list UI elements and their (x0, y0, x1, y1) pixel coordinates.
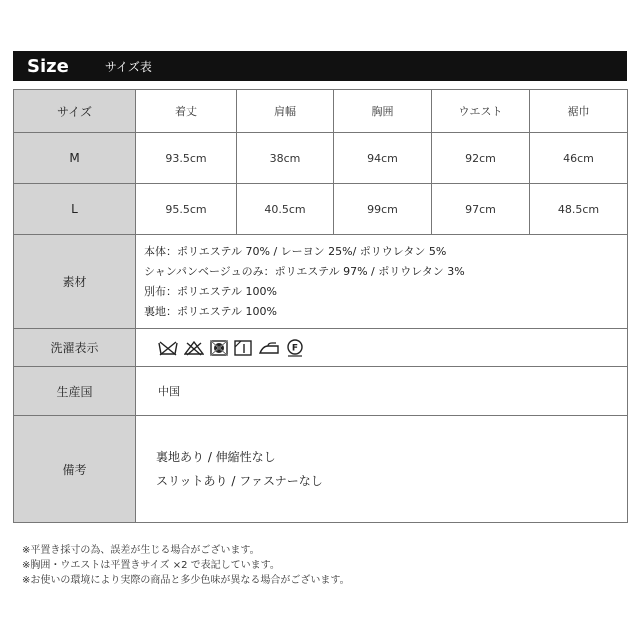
iron-low-icon (258, 340, 280, 356)
remarks-row (14, 416, 628, 523)
material-line: 裏地：ポリエステル 100% (144, 304, 277, 318)
origin-value: 中国 (158, 385, 180, 398)
header-title: Size (27, 55, 69, 77)
size-chart-header (13, 51, 627, 81)
header-subtitle: サイズ表 (104, 59, 152, 74)
cell-value: 99cm (334, 184, 432, 235)
remarks-line: スリットあり / ファスナーなし (156, 474, 323, 488)
material-line: 別布：ポリエステル 100% (144, 284, 277, 298)
cell-value: 94cm (334, 133, 432, 184)
table-row (14, 133, 628, 184)
table-header-row (14, 90, 628, 133)
remarks-line: 裏地あり / 伸縮性なし (156, 450, 276, 464)
size-label-l: L (14, 184, 136, 235)
origin-cell (136, 367, 628, 416)
care-icons-cell (136, 329, 628, 367)
material-line: 本体：ポリエステル 70% / レーヨン 25%/ ポリウレタン 5% (144, 244, 447, 258)
size-table (13, 89, 628, 523)
footnote: ※平置き採寸の為、誤差が生じる場合がございます。 (22, 545, 260, 556)
cell-value: 38cm (237, 133, 334, 184)
cell-value: 93.5cm (136, 133, 237, 184)
remarks-cell (136, 416, 628, 523)
material-line: シャンパンベージュのみ：ポリエステル 97% / ポリウレタン 3% (144, 264, 465, 278)
remarks-label: 備考 (14, 416, 136, 523)
col-header-waist: ウエスト (432, 90, 530, 133)
cell-value: 97cm (432, 184, 530, 235)
footnote: ※お使いの環境により実際の商品と多少色味が異なる場合がございます。 (22, 575, 350, 586)
cell-value: 48.5cm (530, 184, 628, 235)
col-header-length: 着丈 (136, 90, 237, 133)
cell-value: 46cm (530, 133, 628, 184)
care-label: 洗濯表示 (14, 329, 136, 367)
col-header-shoulder: 肩幅 (237, 90, 334, 133)
cell-value: 40.5cm (237, 184, 334, 235)
care-row (14, 329, 628, 367)
col-header-size: サイズ (14, 90, 136, 133)
material-cell (136, 235, 628, 329)
cell-value: 95.5cm (136, 184, 237, 235)
dry-clean-f-icon (286, 339, 304, 357)
size-label-m: M (14, 133, 136, 184)
footnote: ※胸囲・ウエストは平置きサイズ ×2 で表記しています。 (22, 560, 280, 571)
no-tumble-dry-icon (210, 340, 228, 356)
material-label: 素材 (14, 235, 136, 329)
line-dry-shade-icon (234, 340, 252, 356)
material-row (14, 235, 628, 329)
origin-label: 生産国 (14, 367, 136, 416)
cell-value: 92cm (432, 133, 530, 184)
origin-row (14, 367, 628, 416)
table-row (14, 184, 628, 235)
no-bleach-icon (184, 340, 204, 356)
footnotes (22, 543, 350, 588)
svg-text:F: F (291, 343, 299, 353)
col-header-chest: 胸囲 (334, 90, 432, 133)
no-wash-icon (158, 340, 178, 356)
col-header-hem: 裾巾 (530, 90, 628, 133)
